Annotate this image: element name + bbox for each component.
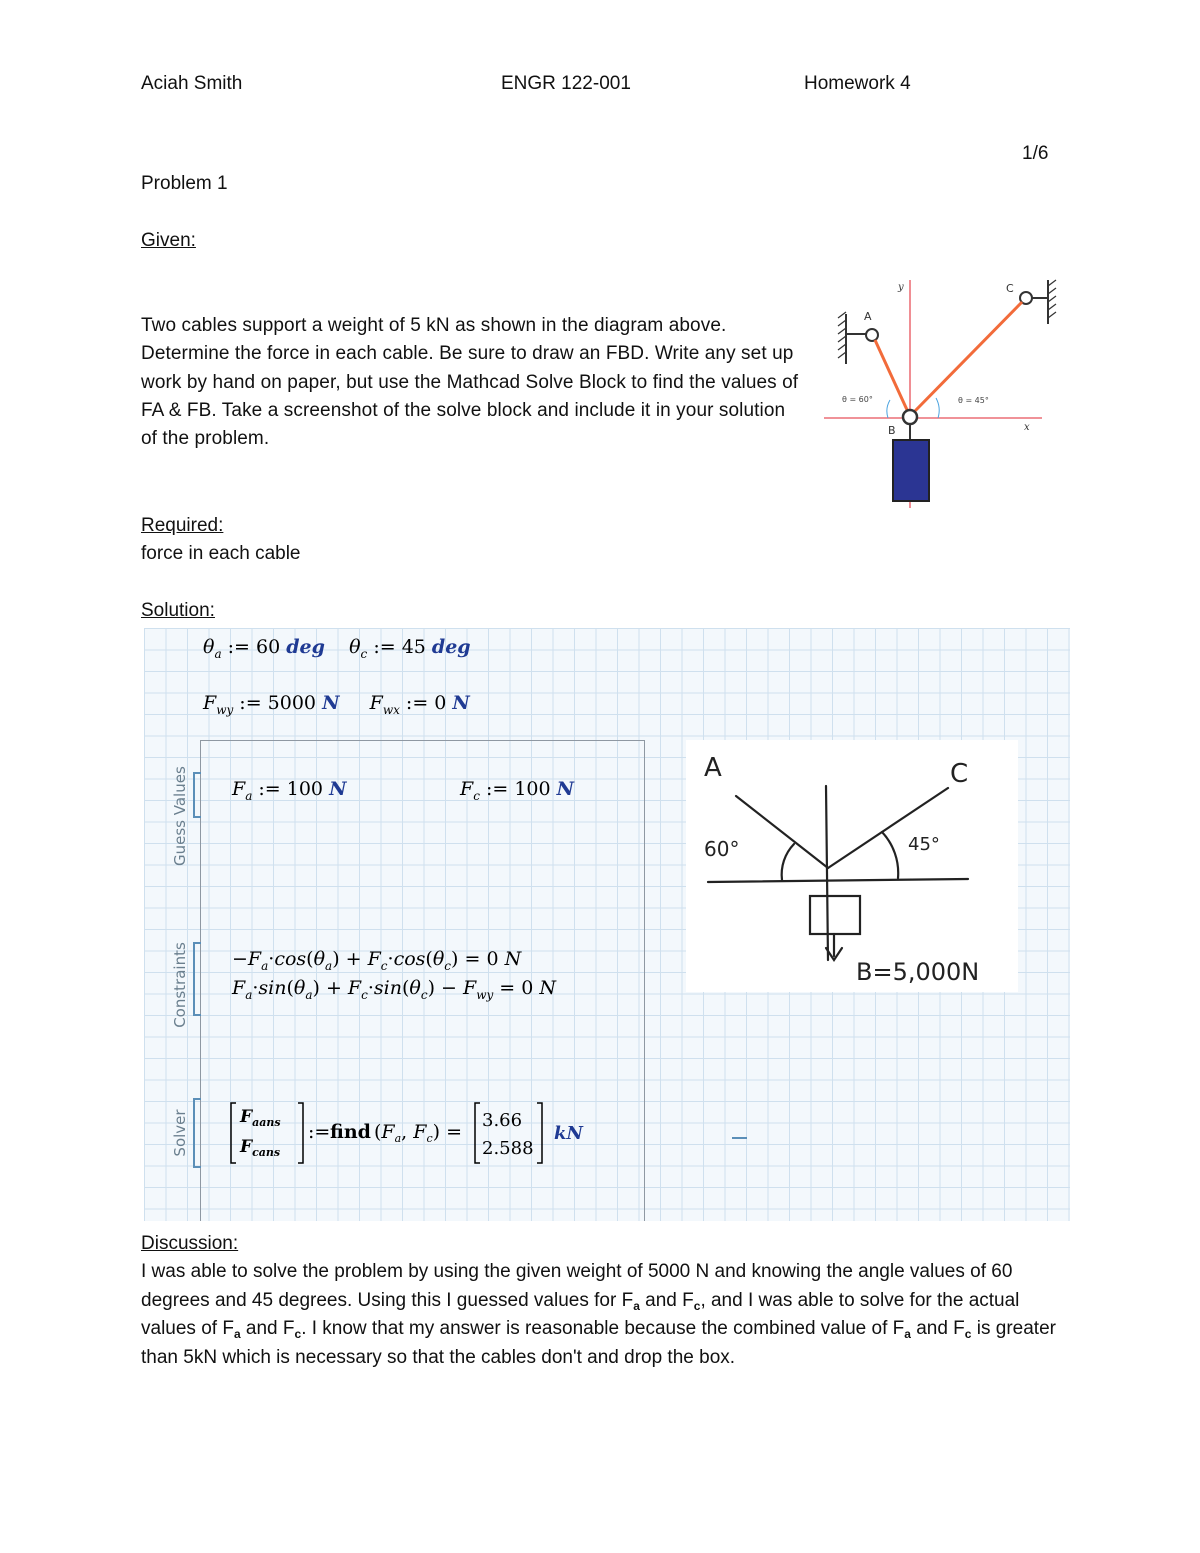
guess-values-label: Guess Values: [171, 766, 189, 866]
constraint-y: $F_a\cdot\sin(\theta_a) + F_c\cdot\sin(\theta_c) - F_{wy} = 0$ N: [232, 977, 557, 1002]
course-code: ENGR 122-001: [501, 73, 631, 94]
y-axis-label: y: [898, 282, 904, 293]
fbd-weight-label: B=5,000N: [856, 958, 980, 986]
svg-text:Faans: $F_{aans}$: [240, 1107, 281, 1129]
fbd-angle-c: 45°: [908, 834, 940, 855]
solver-equation: [228, 1100, 598, 1166]
solution-label: Solution:: [141, 600, 215, 621]
point-a-label: A: [864, 310, 872, 323]
left-wall-support: [838, 312, 878, 364]
free-body-diagram: [686, 740, 1018, 992]
cable-a: [875, 340, 908, 412]
x-axis-label: x: [1024, 422, 1030, 433]
result-fa: 3.66: [482, 1110, 523, 1131]
angle-arc-c: [936, 398, 939, 418]
discussion-text: I was able to solve the problem by using the given weight of 5000 N and knowing the angle values of 60 degrees and 45 degrees. Using this I guessed values for $F_a$ and $F_c$, and I was able to solve for the actual values of $F_a$ and $F_c$. I know that my answer is reasonable because the combined value of $F_a$ and $F_c$ is greater than 5kN which is necessary so that the cables don't and drop the box.: [141, 1261, 1056, 1368]
required-text: force in each cable: [141, 543, 301, 564]
point-c-label: C: [1006, 282, 1014, 295]
given-label: Given:: [141, 230, 196, 251]
result-fc: 2.588: [482, 1138, 534, 1159]
weight-definitions: $F_{wy}$ := 5000 N $F_{wx}$ := 0 N: [203, 692, 470, 717]
fbd-angle-a: 60°: [704, 837, 740, 861]
discussion-label: Discussion:: [141, 1233, 239, 1254]
angle-arc-a: [887, 400, 890, 418]
guess-bracket: [193, 772, 201, 818]
guess-fc: $F_c$ := 100 N: [460, 778, 575, 803]
svg-text:(Fa, Fc) =: ($F_a$, $F_c$) =: [374, 1121, 462, 1145]
svg-text:Fcans: $F_{cans}$: [240, 1137, 281, 1159]
problem-diagram: [818, 272, 1068, 512]
constraints-label: Constraints: [171, 942, 189, 1028]
given-text: Two cables support a weight of 5 kN as shown in the diagram above. Determine the force in each cable. Be sure to draw an FBD. Write any set up work by hand on paper, but use the Mathcad Solve Block to find the values of FA & FB. Take a screenshot of the solve block and include it in your solution of the problem.: [141, 315, 799, 450]
fbd-sketch: [686, 740, 1018, 992]
angle-a-label: θ = 60°: [842, 395, 873, 404]
point-b-label: B: [888, 424, 896, 437]
solver-label: Solver: [171, 1109, 189, 1157]
fbd-label-c: C: [950, 759, 969, 789]
find-function: find: [330, 1121, 371, 1143]
solver-bracket: [193, 1098, 201, 1168]
required-label: Required:: [141, 515, 224, 536]
constraints-bracket: [193, 942, 201, 1016]
right-wall-support: [1020, 280, 1056, 324]
cursor-mark: [732, 1137, 747, 1139]
assignment-title: Homework 4: [804, 73, 911, 94]
student-name: Aciah Smith: [141, 73, 243, 94]
problem-title: Problem 1: [141, 173, 228, 194]
constraint-x: $-F_a\cdot\cos(\theta_a) + F_c\cdot\cos(\theta_c) = 0$ N: [232, 948, 522, 973]
svg-text::=: :=: [308, 1121, 331, 1143]
fbd-label-a: A: [704, 753, 722, 783]
theta-definitions: $\theta_a$ := 60 deg $\theta_c$ := 45 deg: [203, 636, 471, 661]
weight-block: [893, 440, 929, 501]
page-number: 1/6: [1022, 143, 1049, 164]
angle-c-label: θ = 45°: [958, 396, 989, 405]
ring-b: [903, 410, 917, 424]
guess-fa: $F_a$ := 100 N: [232, 778, 347, 803]
result-unit: kN: [554, 1123, 583, 1144]
